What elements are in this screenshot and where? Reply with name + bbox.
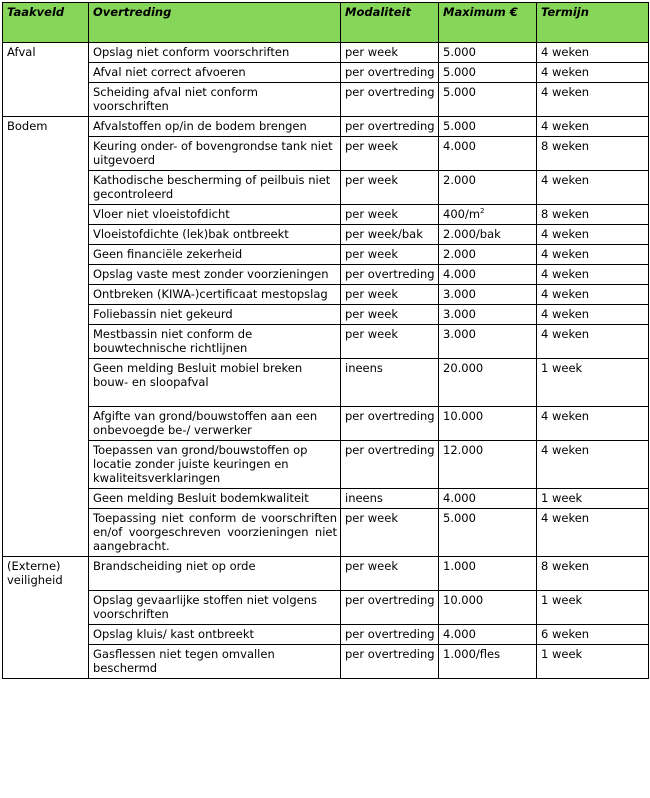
termijn-cell: 4 weken [537,117,649,137]
table-row [3,205,649,225]
table-body [3,43,649,679]
maximum-value: 5.000 [443,119,476,133]
table-row [3,265,649,285]
maximum-cell [439,137,537,171]
maximum-value: 1.000/fles [443,647,501,661]
termijn-cell: 4 weken [537,225,649,245]
modaliteit-cell: per week [341,245,439,265]
overtreding-cell [89,305,341,325]
maximum-value: 3.000 [443,327,476,341]
modaliteit-cell: per overtreding [341,407,439,441]
modaliteit-cell: per week [341,171,439,205]
modaliteit-cell: per week/bak [341,225,439,245]
overtreding-text: Opslag vaste mest zonder voorzieningen [93,267,329,281]
overtreding-cell [89,325,341,359]
maximum-value: 5.000 [443,511,476,525]
table-row [3,359,649,407]
table-row [3,407,649,441]
overtreding-cell [89,625,341,645]
table-row [3,171,649,205]
overtreding-cell [89,407,341,441]
row-spacer [93,389,337,403]
modaliteit-cell: ineens [341,489,439,509]
maximum-cell [439,625,537,645]
overtreding-text: Toepassing niet conform de voorschriften en/of voorgeschreven voorzieningen niet aangebracht. [93,511,337,553]
termijn-cell: 4 weken [537,245,649,265]
overtreding-text: Opslag niet conform voorschriften [93,45,290,59]
table-row [3,625,649,645]
maximum-cell [439,225,537,245]
termijn-cell: 4 weken [537,407,649,441]
maximum-value: 3.000 [443,287,476,301]
maximum-value: 4.000 [443,267,476,281]
modaliteit-cell: per overtreding [341,83,439,117]
overtreding-text: Geen melding Besluit mobiel breken bouw- en sloopafval [93,361,303,389]
termijn-cell: 4 weken [537,441,649,489]
table-row [3,325,649,359]
header-overtreding: Overtreding [89,3,341,43]
overtreding-cell [89,245,341,265]
maximum-cell [439,43,537,63]
modaliteit-cell: per week [341,205,439,225]
header-taakveld: Taakveld [3,3,89,43]
table-row [3,83,649,117]
termijn-cell: 4 weken [537,43,649,63]
maximum-unit-superscript: 2 [480,207,485,216]
overtreding-text: Mestbassin niet conform de bouwtechnische richtlijnen [93,327,253,355]
overtreding-cell [89,117,341,137]
overtreding-cell [89,265,341,285]
maximum-cell [439,83,537,117]
overtreding-cell [89,225,341,245]
overtreding-cell [89,63,341,83]
maximum-value: 3.000 [443,307,476,321]
maximum-cell [439,441,537,489]
overtreding-text: Brandscheiding niet op orde [93,559,256,573]
table-row [3,285,649,305]
maximum-value: 5.000 [443,65,476,79]
table-row [3,43,649,63]
termijn-cell: 8 weken [537,557,649,591]
termijn-cell: 8 weken [537,205,649,225]
maximum-cell [439,509,537,557]
modaliteit-cell: per overtreding [341,591,439,625]
table-row [3,645,649,679]
overtreding-text: Opslag kluis/ kast ontbreekt [93,627,254,641]
modaliteit-cell: per week [341,43,439,63]
header-termijn: Termijn [537,3,649,43]
overtreding-cell [89,591,341,625]
maximum-cell [439,325,537,359]
overtreding-cell [89,137,341,171]
modaliteit-cell: per overtreding [341,441,439,489]
maximum-cell [439,205,537,225]
maximum-value: 20.000 [443,361,484,375]
overtreding-text: Afgifte van grond/bouwstoffen aan een onbevoegde be-/ verwerker [93,409,318,437]
modaliteit-cell: per week [341,285,439,305]
maximum-cell [439,557,537,591]
maximum-value: 10.000 [443,593,484,607]
modaliteit-cell: per week [341,325,439,359]
table-row [3,117,649,137]
overtreding-text: Kathodische bescherming of peilbuis niet gecontroleerd [93,173,331,201]
overtreding-cell [89,441,341,489]
overtreding-cell [89,205,341,225]
overtreding-text: Gasflessen niet tegen omvallen beschermd [93,647,275,675]
maximum-value: 5.000 [443,45,476,59]
maximum-value: 10.000 [443,409,484,423]
table-row [3,63,649,83]
termijn-cell: 1 week [537,489,649,509]
overtreding-cell [89,509,341,557]
table-row [3,225,649,245]
overtreding-text: Toepassen van grond/bouwstoffen op locatie zonder juiste keuringen en kwaliteitsverklaringen [93,443,308,485]
termijn-cell: 4 weken [537,265,649,285]
maximum-value: 400/m [443,207,481,221]
table-row [3,441,649,489]
taakveld-cell: (Externe) veiligheid [3,557,89,679]
maximum-cell [439,359,537,407]
modaliteit-cell: per overtreding [341,645,439,679]
overtreding-cell [89,557,341,591]
table-row [3,557,649,591]
overtreding-text: Afval niet correct afvoeren [93,65,246,79]
taakveld-cell: Afval [3,43,89,117]
maximum-cell [439,265,537,285]
maximum-value: 12.000 [443,443,484,457]
taakveld-cell: Bodem [3,117,89,557]
table-row [3,509,649,557]
overtreding-cell [89,171,341,205]
overtreding-cell [89,285,341,305]
modaliteit-cell: ineens [341,359,439,407]
header-row [3,3,649,43]
header-modaliteit: Modaliteit [341,3,439,43]
termijn-cell: 8 weken [537,137,649,171]
termijn-cell: 4 weken [537,509,649,557]
sanction-table [2,2,649,679]
maximum-value: 4.000 [443,139,476,153]
overtreding-text: Keuring onder- of bovengrondse tank niet uitgevoerd [93,139,333,167]
maximum-value: 2.000/bak [443,227,501,241]
table-row [3,245,649,265]
overtreding-text: Vloer niet vloeistofdicht [93,207,230,221]
modaliteit-cell: per week [341,509,439,557]
modaliteit-cell: per overtreding [341,63,439,83]
overtreding-text: Geen financiële zekerheid [93,247,243,261]
maximum-cell [439,407,537,441]
termijn-cell: 1 week [537,645,649,679]
maximum-value: 2.000 [443,173,476,187]
row-spacer [93,573,337,587]
termijn-cell: 4 weken [537,171,649,205]
overtreding-text: Foliebassin niet gekeurd [93,307,233,321]
overtreding-cell [89,43,341,63]
maximum-cell [439,245,537,265]
maximum-cell [439,171,537,205]
maximum-value: 4.000 [443,627,476,641]
maximum-cell [439,591,537,625]
maximum-value: 5.000 [443,85,476,99]
modaliteit-cell: per week [341,557,439,591]
table-row [3,137,649,171]
overtreding-text: Ontbreken (KIWA-)certificaat mestopslag [93,287,328,301]
maximum-cell [439,285,537,305]
termijn-cell: 4 weken [537,63,649,83]
maximum-cell [439,63,537,83]
modaliteit-cell: per overtreding [341,117,439,137]
overtreding-cell [89,83,341,117]
maximum-cell [439,305,537,325]
overtreding-cell [89,489,341,509]
header-maximum: Maximum € [439,3,537,43]
overtreding-text: Geen melding Besluit bodemkwaliteit [93,491,309,505]
modaliteit-cell: per week [341,305,439,325]
maximum-cell [439,489,537,509]
table-row [3,305,649,325]
table-row [3,489,649,509]
table-row [3,591,649,625]
overtreding-text: Scheiding afval niet conform voorschriften [93,85,258,113]
modaliteit-cell: per overtreding [341,625,439,645]
overtreding-text: Vloeistofdichte (lek)bak ontbreekt [93,227,289,241]
maximum-value: 1.000 [443,559,476,573]
maximum-value: 2.000 [443,247,476,261]
overtreding-text: Opslag gevaarlijke stoffen niet volgens voorschriften [93,593,318,621]
modaliteit-cell: per week [341,137,439,171]
termijn-cell: 4 weken [537,325,649,359]
overtreding-cell [89,359,341,407]
maximum-value: 4.000 [443,491,476,505]
overtreding-text: Afvalstoffen op/in de bodem brengen [93,119,307,133]
overtreding-cell [89,645,341,679]
termijn-cell: 6 weken [537,625,649,645]
modaliteit-cell: per overtreding [341,265,439,285]
termijn-cell: 1 week [537,359,649,407]
termijn-cell: 1 week [537,591,649,625]
termijn-cell: 4 weken [537,285,649,305]
maximum-cell [439,117,537,137]
termijn-cell: 4 weken [537,305,649,325]
maximum-cell [439,645,537,679]
termijn-cell: 4 weken [537,83,649,117]
